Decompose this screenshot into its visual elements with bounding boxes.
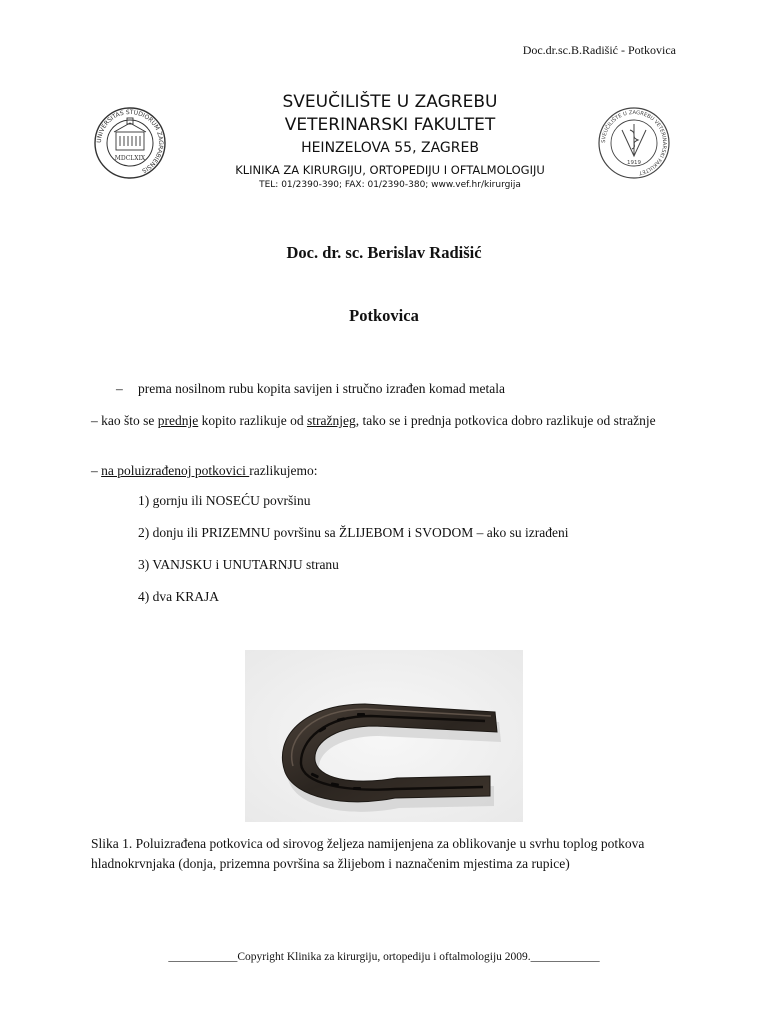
university-seal [93, 106, 167, 180]
document-title: Potkovica [349, 306, 419, 325]
figure-caption: Slika 1. Poluizrađena potkovica od sirovog željeza namijenjena za oblikovanje u svrhu toplog potkova hladnokrvnjaka (donja, prizemna površina sa žlijebom i naznačenim mjestima za rupice) [91, 836, 645, 871]
underlined-poluizradenoj: na poluizrađenoj potkovici [101, 463, 250, 478]
list-item: 2) donju ili PRIZEMNU površinu sa ŽLIJEBOM i SVODOM – ako su izrađeni [138, 525, 569, 540]
list-item: 3) VANJSKU i UNUTARNJU stranu [138, 557, 339, 572]
right-seal-year: 1919 [627, 160, 641, 166]
letterhead-university: SVEUČILIŠTE U ZAGREBU [282, 92, 498, 112]
letterhead-clinic: KLINIKA ZA KIRURGIJU, ORTOPEDIJU I OFTALMOLOGIJU [235, 163, 545, 177]
definition-paragraph [116, 379, 505, 399]
front-rear-paragraph: – kao što se prednje kopito razlikuje od stražnjeg, tako se i prednja potkovica dobro razlikuje od stražnje [91, 413, 656, 428]
letterhead-contact: TEL: 01/2390-390; FAX: 01/2390-380; www.vef.hr/kirurgija [259, 180, 521, 190]
underlined-straznjeg: stražnjeg [306, 413, 356, 428]
distinguish-paragraph: – na poluizrađenoj potkovici razlikujemo: [91, 463, 318, 478]
author-name: Doc. dr. sc. Berislav Radišić [286, 243, 482, 262]
right-seal-text: SVEUČILIŠTE U ZAGREBU VETERINARSKI FAKULTET [600, 109, 668, 176]
faculty-seal [597, 106, 671, 180]
left-seal-text: UNIVERSITAS STUDIORUM ZAGRABIENSIS [95, 108, 165, 175]
copyright-footer: ____________Copyright Klinika za kirurgiju, ortopediju i oftalmologiju 2009.____________ [168, 951, 600, 963]
list-item: 1) gornju ili NOSEĆU površinu [138, 493, 311, 508]
definition-text: prema nosilnom rubu kopita savijen i stručno izrađen komad metala [138, 381, 506, 396]
horseshoe-photo [245, 650, 523, 822]
list-item: 4) dva KRAJA [138, 589, 219, 604]
letterhead-address: HEINZELOVA 55, ZAGREB [301, 140, 479, 156]
letterhead-faculty: VETERINARSKI FAKULTET [284, 115, 496, 135]
underlined-prednje: prednje [157, 413, 199, 428]
running-header: Doc.dr.sc.B.Radišić - Potkovica [522, 43, 676, 57]
bullet-dash: – [116, 381, 123, 396]
left-seal-year: MDCLXIX [114, 155, 146, 162]
svg-text:UNIVERSITAS STUDIORUM ZAGRABIE [96, 109, 164, 174]
